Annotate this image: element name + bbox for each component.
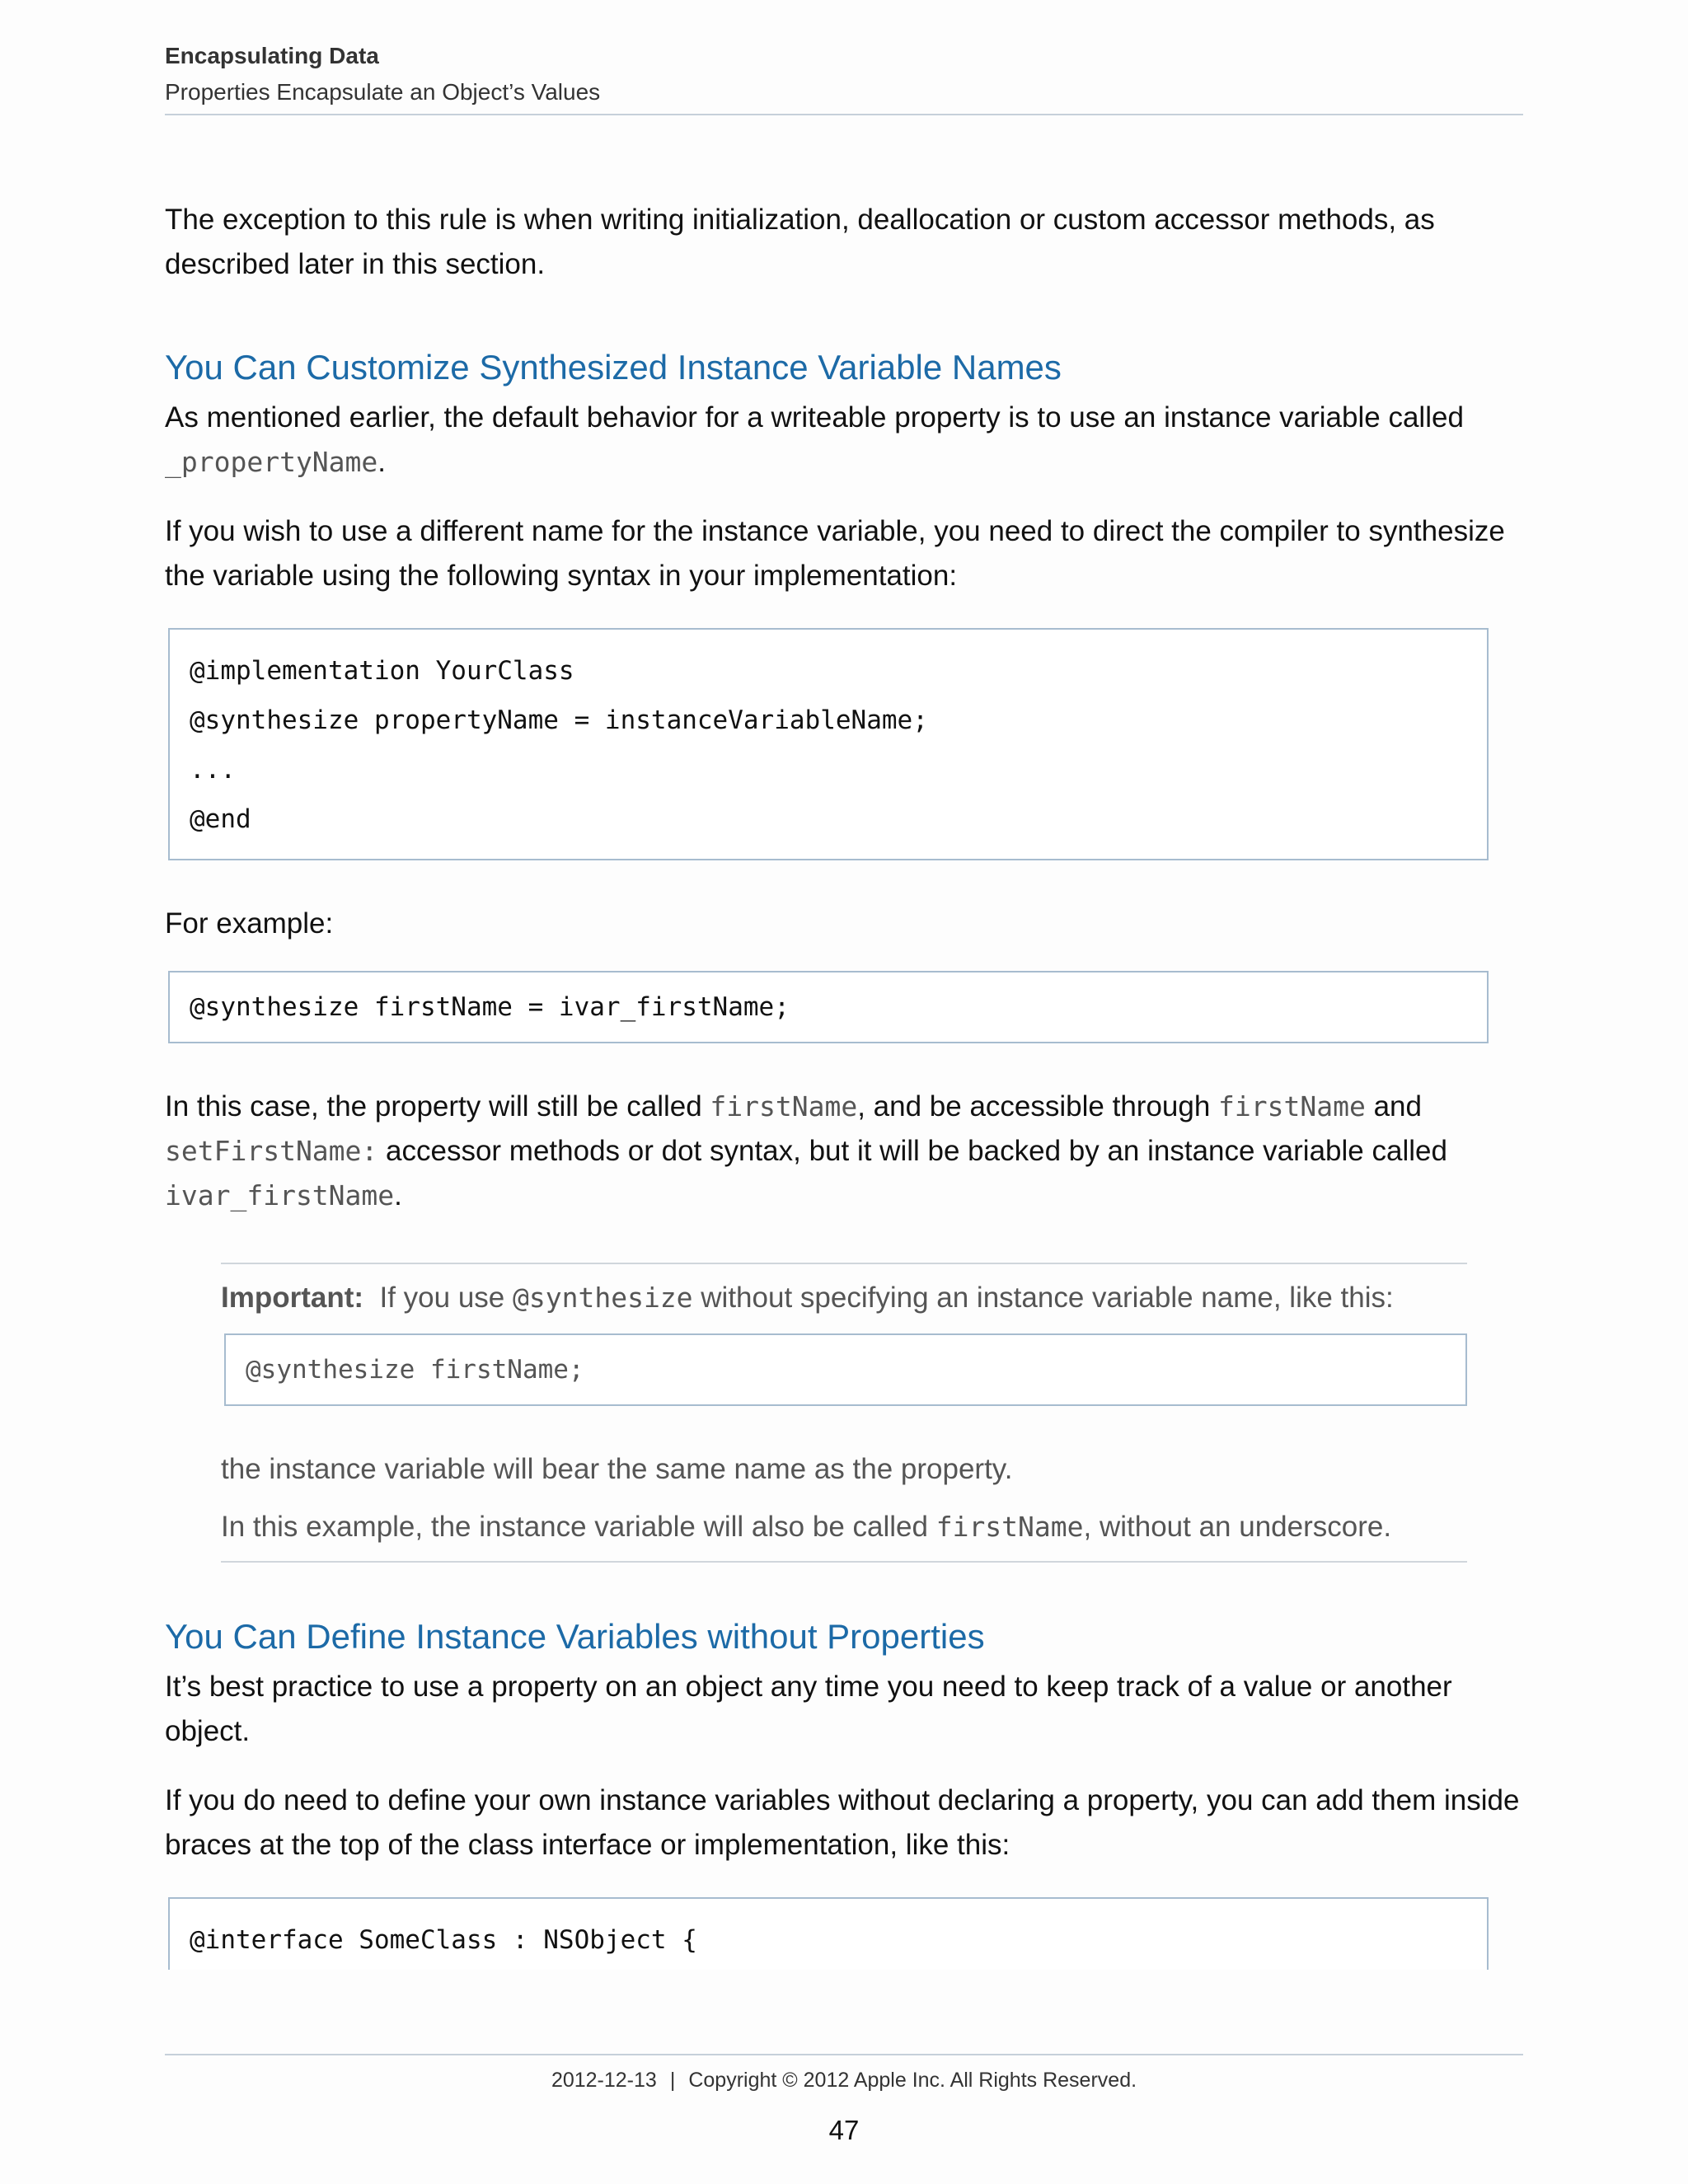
inline-code: @synthesize xyxy=(513,1282,693,1314)
page-number: 47 xyxy=(828,2115,860,2145)
code-line: @synthesize propertyName = instanceVariableName; xyxy=(190,705,928,735)
code-block-synthesize-syntax xyxy=(168,628,1489,860)
paragraph-text: As mentioned earlier, the default behavior for a writeable property is to use an instance variable called xyxy=(165,401,1464,434)
section-subtitle: Properties Encapsulate an Object’s Values xyxy=(165,79,601,105)
important-note xyxy=(221,1263,1467,1563)
paragraph-text: In this case, the property will still be called xyxy=(165,1090,702,1122)
code-line: @synthesize firstName = ivar_firstName; xyxy=(190,992,790,1022)
paragraph-text: accessor methods or dot syntax, but it will be backed by an instance variable called xyxy=(386,1135,1447,1167)
important-text: without specifying an instance variable name, like this: xyxy=(701,1282,1394,1314)
paragraph-define-ivars: If you do need to define your own instance variables without declaring a property, you can add them inside braces at the top of the class interface or implementation, like this: xyxy=(165,1784,1520,1861)
code-block-interface xyxy=(168,1897,1489,1970)
footer-divider xyxy=(165,2054,1523,2055)
important-text: In this example, the instance variable will also be called xyxy=(221,1511,928,1543)
important-text: If you use xyxy=(379,1282,505,1314)
inline-code: firstName xyxy=(710,1090,858,1122)
inline-code: ivar_firstName xyxy=(165,1179,395,1212)
document-page xyxy=(165,0,1523,2184)
inline-code: setFirstName: xyxy=(165,1135,378,1167)
code-block-example xyxy=(168,971,1489,1043)
page-body xyxy=(165,198,1523,1970)
code-line: ... xyxy=(190,755,236,785)
inline-code: _propertyName xyxy=(165,446,378,478)
footer-copyright: Copyright © 2012 Apple Inc. All Rights Reserved. xyxy=(688,2069,1137,2092)
page-footer xyxy=(165,2064,1523,2097)
header-divider xyxy=(165,114,1523,115)
important-intro xyxy=(221,1276,1467,1320)
paragraph-best-practice: It’s best practice to use a property on an object any time you need to keep track of a value or another object. xyxy=(165,1671,1452,1747)
code-block-important xyxy=(224,1333,1467,1406)
paragraph-text: and xyxy=(1373,1090,1422,1122)
code-line: @implementation YourClass xyxy=(190,656,574,686)
footer-date: 2012-12-13 xyxy=(551,2069,657,2092)
important-line-same-name: the instance variable will bear the same name as the property. xyxy=(221,1453,1013,1485)
section-heading-ivars-without-properties: You Can Define Instance Variables without Properties xyxy=(165,1617,985,1656)
important-label: Important: xyxy=(221,1282,364,1314)
intro-paragraph: The exception to this rule is when writing initialization, deallocation or custom accessor methods, as described later in this section. xyxy=(165,204,1435,280)
paragraph-different-name: If you wish to use a different name for the instance variable, you need to direct the compiler to synthesize the variable using the following syntax in your implementation: xyxy=(165,515,1505,592)
paragraph-text: . xyxy=(377,446,387,478)
code-line: @interface SomeClass : NSObject { xyxy=(190,1925,697,1955)
chapter-title: Encapsulating Data xyxy=(165,43,379,68)
important-line-example xyxy=(221,1505,1467,1549)
section-heading-customize-names: You Can Customize Synthesized Instance Variable Names xyxy=(165,348,1062,387)
paragraph-for-example: For example: xyxy=(165,907,334,940)
code-line: @synthesize firstName; xyxy=(246,1355,584,1385)
paragraph-text: . xyxy=(394,1179,402,1212)
footer-separator: | xyxy=(669,2069,676,2092)
inline-code: firstName xyxy=(1218,1090,1366,1122)
important-text: , without an underscore. xyxy=(1083,1511,1392,1543)
paragraph-text: , and be accessible through xyxy=(857,1090,1211,1122)
paragraph-default-behavior xyxy=(165,396,1523,485)
running-header xyxy=(165,40,1523,109)
code-line: @end xyxy=(190,804,251,834)
paragraph-in-this-case xyxy=(165,1085,1523,1218)
inline-code: firstName xyxy=(935,1511,1084,1543)
